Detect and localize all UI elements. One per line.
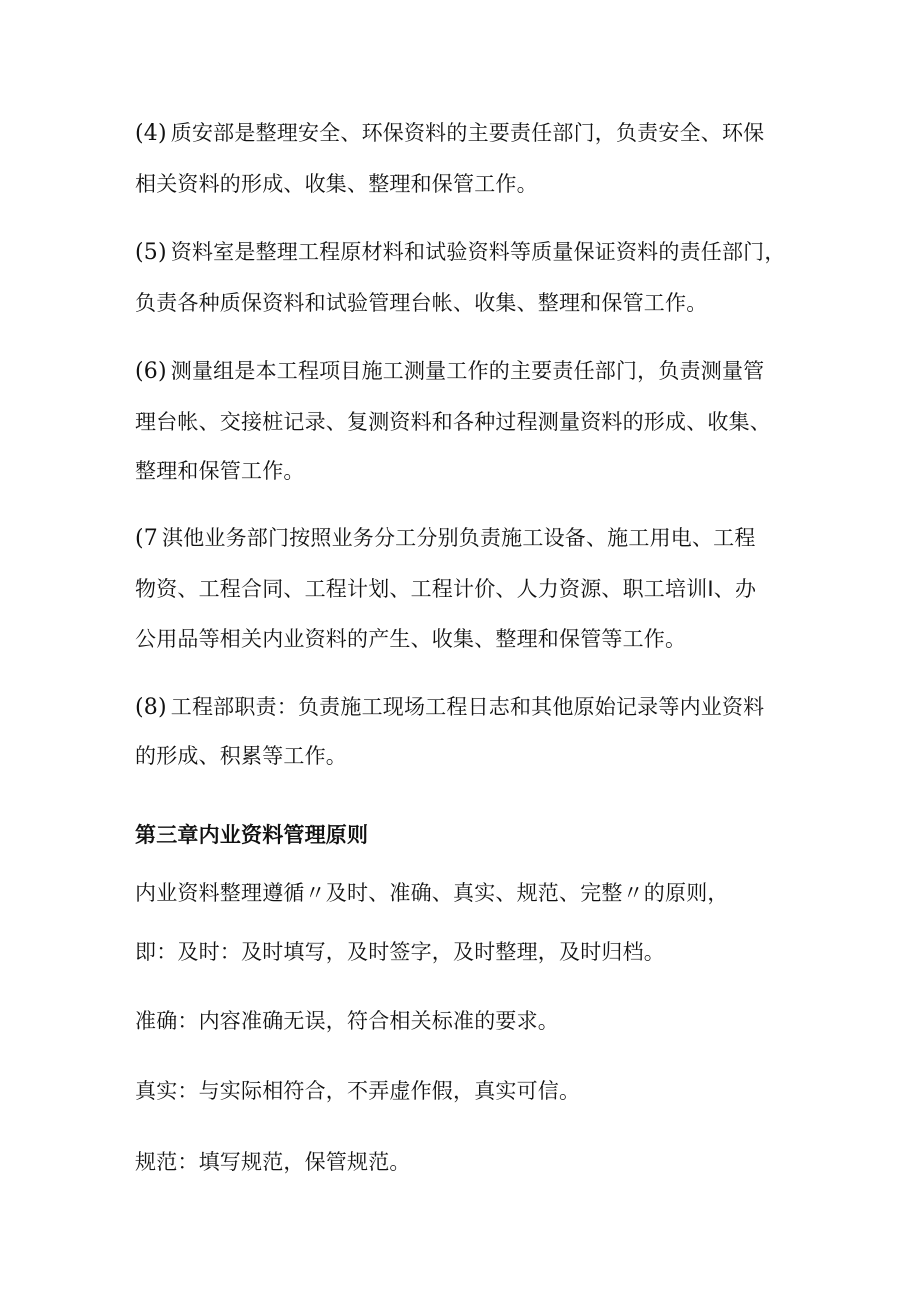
item-6-line-1 — [135, 356, 805, 387]
principle-line-1: 内业资料整理遵循〃及时、准确、真实、规范、完整〃的原则， — [135, 881, 729, 905]
item-7-number: (7 — [135, 526, 158, 551]
chapter-title: 第三章内业资料管理原则 — [135, 823, 369, 847]
item-5-line-1 — [135, 237, 805, 268]
item-8-text-1: 工程部职责：负责施工现场工程日志和其他原始记录等内业资料 — [170, 695, 765, 719]
item-7-line-1 — [135, 523, 805, 554]
item-5-text-1: 资料室是整理工程原材料和试验资料等质量保证资料的责任部门， — [170, 240, 786, 264]
item-7-line-2: 物资、工程合同、工程计划、工程计价、人力资源、职工培训Ⅰ、办 — [135, 577, 757, 601]
item-4-line-2: 相关资料的形成、收集、整理和保管工作。 — [135, 172, 538, 196]
item-7-line-3: 公用品等相关内业资料的产生、收集、整理和保管等工作。 — [135, 627, 687, 651]
item-6-line-2: 理台帐、交接桩记录、复测资料和各种过程测量资料的形成、收集、 — [135, 410, 771, 434]
item-5-line-2: 负责各种质保资料和试验管理台帐、收集、整理和保管工作。 — [135, 291, 708, 315]
item-7-text-1: 淇他业务部门按照业务分工分别负责施工设备、施工用电、工程 — [161, 526, 756, 550]
item-6-number: (6) — [135, 359, 167, 384]
item-4-line-1 — [135, 118, 805, 149]
item-8-line-1 — [135, 692, 805, 723]
item-8-number: (8) — [135, 695, 167, 720]
principle-line-4: 真实：与实际相符合，不弄虚作假，真实可信。 — [135, 1079, 581, 1103]
principle-line-2: 即：及时：及时填写，及时签字，及时整理，及时归档。 — [135, 940, 665, 964]
item-8-line-2: 的形成、积累等工作。 — [135, 744, 347, 768]
item-6-line-3: 整理和保管工作。 — [135, 459, 305, 483]
item-4-number: (4) — [135, 121, 167, 146]
principle-line-3: 准确：内容准确无误，符合相关标准的要求。 — [135, 1009, 559, 1033]
item-4-text-1: 质安部是整理安全、环保资料的主要责任部门，负责安全、环保 — [170, 121, 765, 145]
principle-line-5: 规范：填写规范，保管规范。 — [135, 1150, 411, 1174]
item-6-text-1: 测量组是本工程项目施工测量工作的主要责任部门，负责测量管 — [170, 359, 765, 383]
item-5-number: (5) — [135, 240, 167, 265]
